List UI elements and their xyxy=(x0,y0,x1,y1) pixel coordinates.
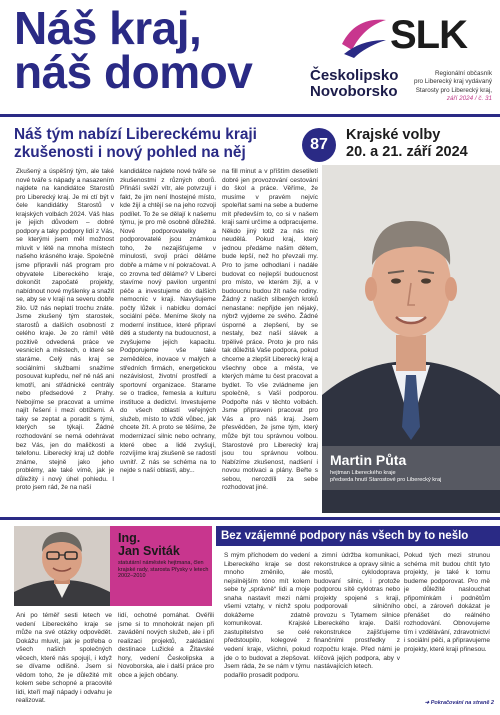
region-line2: Novoborsko xyxy=(310,83,398,100)
election-info xyxy=(346,127,496,161)
masthead-title xyxy=(14,2,314,98)
brand-swoosh-icon xyxy=(338,14,388,58)
meta-line3: Starosty pro Liberecký kraj, xyxy=(415,86,492,94)
election-line1: Krajské volby xyxy=(346,127,441,143)
jan-svitak-name xyxy=(118,532,210,558)
brand-logo xyxy=(338,14,488,58)
martin-name-bar xyxy=(322,446,500,490)
article2-title: Bez vzájemné podpory nás všech by to nešlo xyxy=(216,526,500,546)
election-date: 20. a 21. září 2024 xyxy=(346,144,468,160)
lead-column-1: Zkušený a úspěšný tým, ale také nové tváře s nápady a nasazením najdete na kandidátce Starostů pro Liberecký kraj. Je mi ctí být v čele kandidátky Starostů v krajských volbách 2024. Váš hlas je jejich důvodem – dobré podpory a taky podpory lidí z Vás, se kterými jsem měl možnost mluvit v létě na mnoha místech našeho krásného kraje. Společně jsme připravili náš program pro obyvatele Libereckého kraje, dokončit započaté projekty, nabídnout nové myšlenky a snažit se, aby se v kraji na severu dobře žilo. Už nás neplatí trochu znáte. Jsme zkušený tým starostek, starostů a dalších osobností z celého kraje. Je zo rámí! větě pozitivě odvedená práce ve vesnicích a městech, o které se staráme. Celý nás kraj se sociálními službami snažíme posouvat kupředu, neř ně náš ani kmotří, ani střádnické centrály nebo předsedové z Prahy. Nebojíme se pracovat a umíme najít řešení i mezi obtížemi. A taky se zeptat a poradit s tými, kterých se týkají. Žádné rozhodování se nemá odehrávat bez Vás, jen do maličkosti a telefonu. Liberecký kraj už dobře známe, stejně jako jeho problémy, ale také vímě, jak je důležitý i nový úhel pohledu. I proto jsem rád, že na naší xyxy=(16,168,114,492)
lead-column-2: kandidátce najdete nové tváře se zkušenostmi z různých oborů. Přináší svěží vítr, ale potvrzují i fakt, že jim není lhostejné místo, kde žijí a chtějí se na jeho rozvoji podílet. To že se dělají k našemu týmu, je pro mě osobně důležité. Nové podporovatelky a podporovatelé jsou známkou toho, že nezajišťujeme v minulosti, svoji práci děláme dobře a máme v ní pokračovat. A co zrovna teď děláme? V Liberci stavíme nový pavilon urgentní péče a investujeme do dalších nemocnic v kraji. Navyšujeme počty lůžek i nabídku domácí sociální péče. Meníme školy na moderní instituce, které připraví děti a studenty na budoucnost, a zvyšujeme jejich kapacitu. Podporujeme vše také zemědělce, inovace v malých a středních firmách, energetickou nezávislost, životní prostředí a sportovní organizace. Starame se o tradice, řemesla a kulturu instituce a dedictví. Investujeme do všech oblastí veřejných služeb, místo to vždě vůbec, jak chcete žít. A proto se těšíme, že modernizací silnic nebo ochrany, které obec a lidé zvyšují, rozvíjíme kraj zkušeně se radostí uvnitř. Z nás se schéma na to nejde s naší oblasti, aby... xyxy=(120,168,216,475)
meta-line1: Regionální občasník xyxy=(434,70,492,77)
article2-column-3: Pokud tých mezi strunou schéma mít budou chtít tyto projekty, je také k tomu budeme podporovat. Pro mě je důležité naslouchat připomínkám i podnětům obcí, a zároveň dokázat je přenášet do reálného rozhodování. Obnovujeme tím i vzdělávání, zdravotnictví i sociální péči, a připravujeme projekty, které kraji přinesou. xyxy=(404,552,490,654)
region-line1: Českolipsko xyxy=(310,67,399,84)
section-divider xyxy=(0,517,500,520)
publication-meta xyxy=(412,70,492,104)
martin-role-1: hejtman Libereckého kraje xyxy=(330,470,396,476)
continuation-link[interactable]: ➜ Pokračování na straně 2 xyxy=(424,700,494,706)
jan-column-2: lidí, ochotné pomáhat. Ověřili jsme si to mnohokrát nejen při zavádění nových služeb, ale i při realizaci projektů, zakládání destinace Lužické a Žitavské hory, vedení Českolipska a Novoborska, ale i další práce pro obce a jejich občany. xyxy=(118,612,214,679)
meta-line2: pro Liberecký kraj vydávaný xyxy=(413,78,492,86)
article2-column-1: S mým příchodem do vedení Libereckého kraje se dost mnoho změnilo, ale nejsilnějším tóno mít kolem sebe ty „správně“ lidi a moje snaha nastavit mezi námi všemi vztahy, v nichž spolu dokážeme zdatně komunikovat. Krajské zastupitelstvo se celé předstoupilo, kolegové z vedení kraje, všichni, pokud jde o to budovat a zlepšovat. Jsem ráda, že se nám v týmu podařilo prosadit podporu. xyxy=(224,552,310,679)
region-name xyxy=(310,68,408,100)
masthead-divider xyxy=(0,114,500,117)
martin-role-2: předseda hnutí Starostové pro Liberecký kraj xyxy=(330,477,442,483)
masthead-title-line1: Náš kraj, xyxy=(14,2,202,54)
candidate-list-badge: 87 xyxy=(302,128,336,162)
article2-column-2: a zimní údržba komunikací, rekonstrukce a opravy silnic a mostů, cyklodoprava budovaní silnic, i protože podporou sítě cyklotras nebo projekty spojené s kraji, podporovali silničního provozu s Tytamem silnice Libereckého kraje. Další rekonstrukce zajišťujeme finančními prostředky z rozpočtu kraje. Před námi je klíčová jejich podpora, aby v nastávajících letech. xyxy=(314,552,400,671)
issue-number: září 2024 / č. 31 xyxy=(446,95,492,103)
martin-name: Martin Půta xyxy=(330,452,407,468)
lead-column-3: na fill minut a v příštím desetiletí dobré jen provozování cestování do škol a práce. Věříme, že musíme v pravém nejvíc spoleřlat sami na sebe a budeme mít především to, co si v našem kraji sami určíme a odpracujeme. Někdo jiný totiž za nás nic neudělá. Pokud kraj, který jednou předáme našim dětem, bude lepší, než ho převzali my. Pro to jsme odhodlaní i nadále budovat co nejlepší budoucnost pro místo, ve kterém žijí, a v budoucnu budou žít naše rodiny. Žádný z našich slíbených kroků nenastane: nepřijde jen nějaký, nýbrž vyjdeme ze svého. Žádné úsporné a zlepšení, by se nestaly, bez naší slávek a trpělivé práce. Proto je pro nás tak důležitá Vaše podpora, pokud chceme a zlepšit Liberecký kraj a všechny obce a města, ve kterých máme tu čest pracovat a bydlet. To vše zvládneme jen společně, s Vaší podporou. Podpořte nás v těchto volbách. Jsme připraveni pracovat pro Vás a pro náš kraj. Jsem přesvědčen, že jsme tým, který může být tou správnou volbou. Starostové pro Liberecký kraj jsou tou správnou volbou. Nabízíme zkušenost, nadšení i novou motivaci a plány. Beřte s sebou, nerozdíli za sebe rozhodovat jiné. xyxy=(222,168,318,492)
jan-svitak-role: statutární náměstek hejtmana, člen krajské rady, starosta Přysky v letech 2002–2010 xyxy=(118,560,209,580)
jan-svitak-photo xyxy=(14,526,110,606)
jan-title: Ing. xyxy=(118,531,141,545)
jan-column-1: Ani po téměř sesti letech ve vedení Libereckého kraje se může na své otázky odpovědět. Dokážu mluvit, jak je potřeba o všech našich společných věcech, které nás spojují, i když se dívame odlišně. Jsem si vědom toho, že je důležité mít kolem sebe schopné a pracovité lidi, kteří mají nápady i odvahu je realizovat. xyxy=(16,612,112,705)
lead-headline: Náš tým nabízí Libereckému kraji zkušenosti i nový pohled na něj xyxy=(14,126,257,161)
masthead-title-line2: náš domov xyxy=(14,46,253,98)
brand-name: SLK xyxy=(390,13,467,57)
jan-name: Jan Sviták xyxy=(118,544,180,558)
portrait-illustration-2 xyxy=(14,526,110,606)
